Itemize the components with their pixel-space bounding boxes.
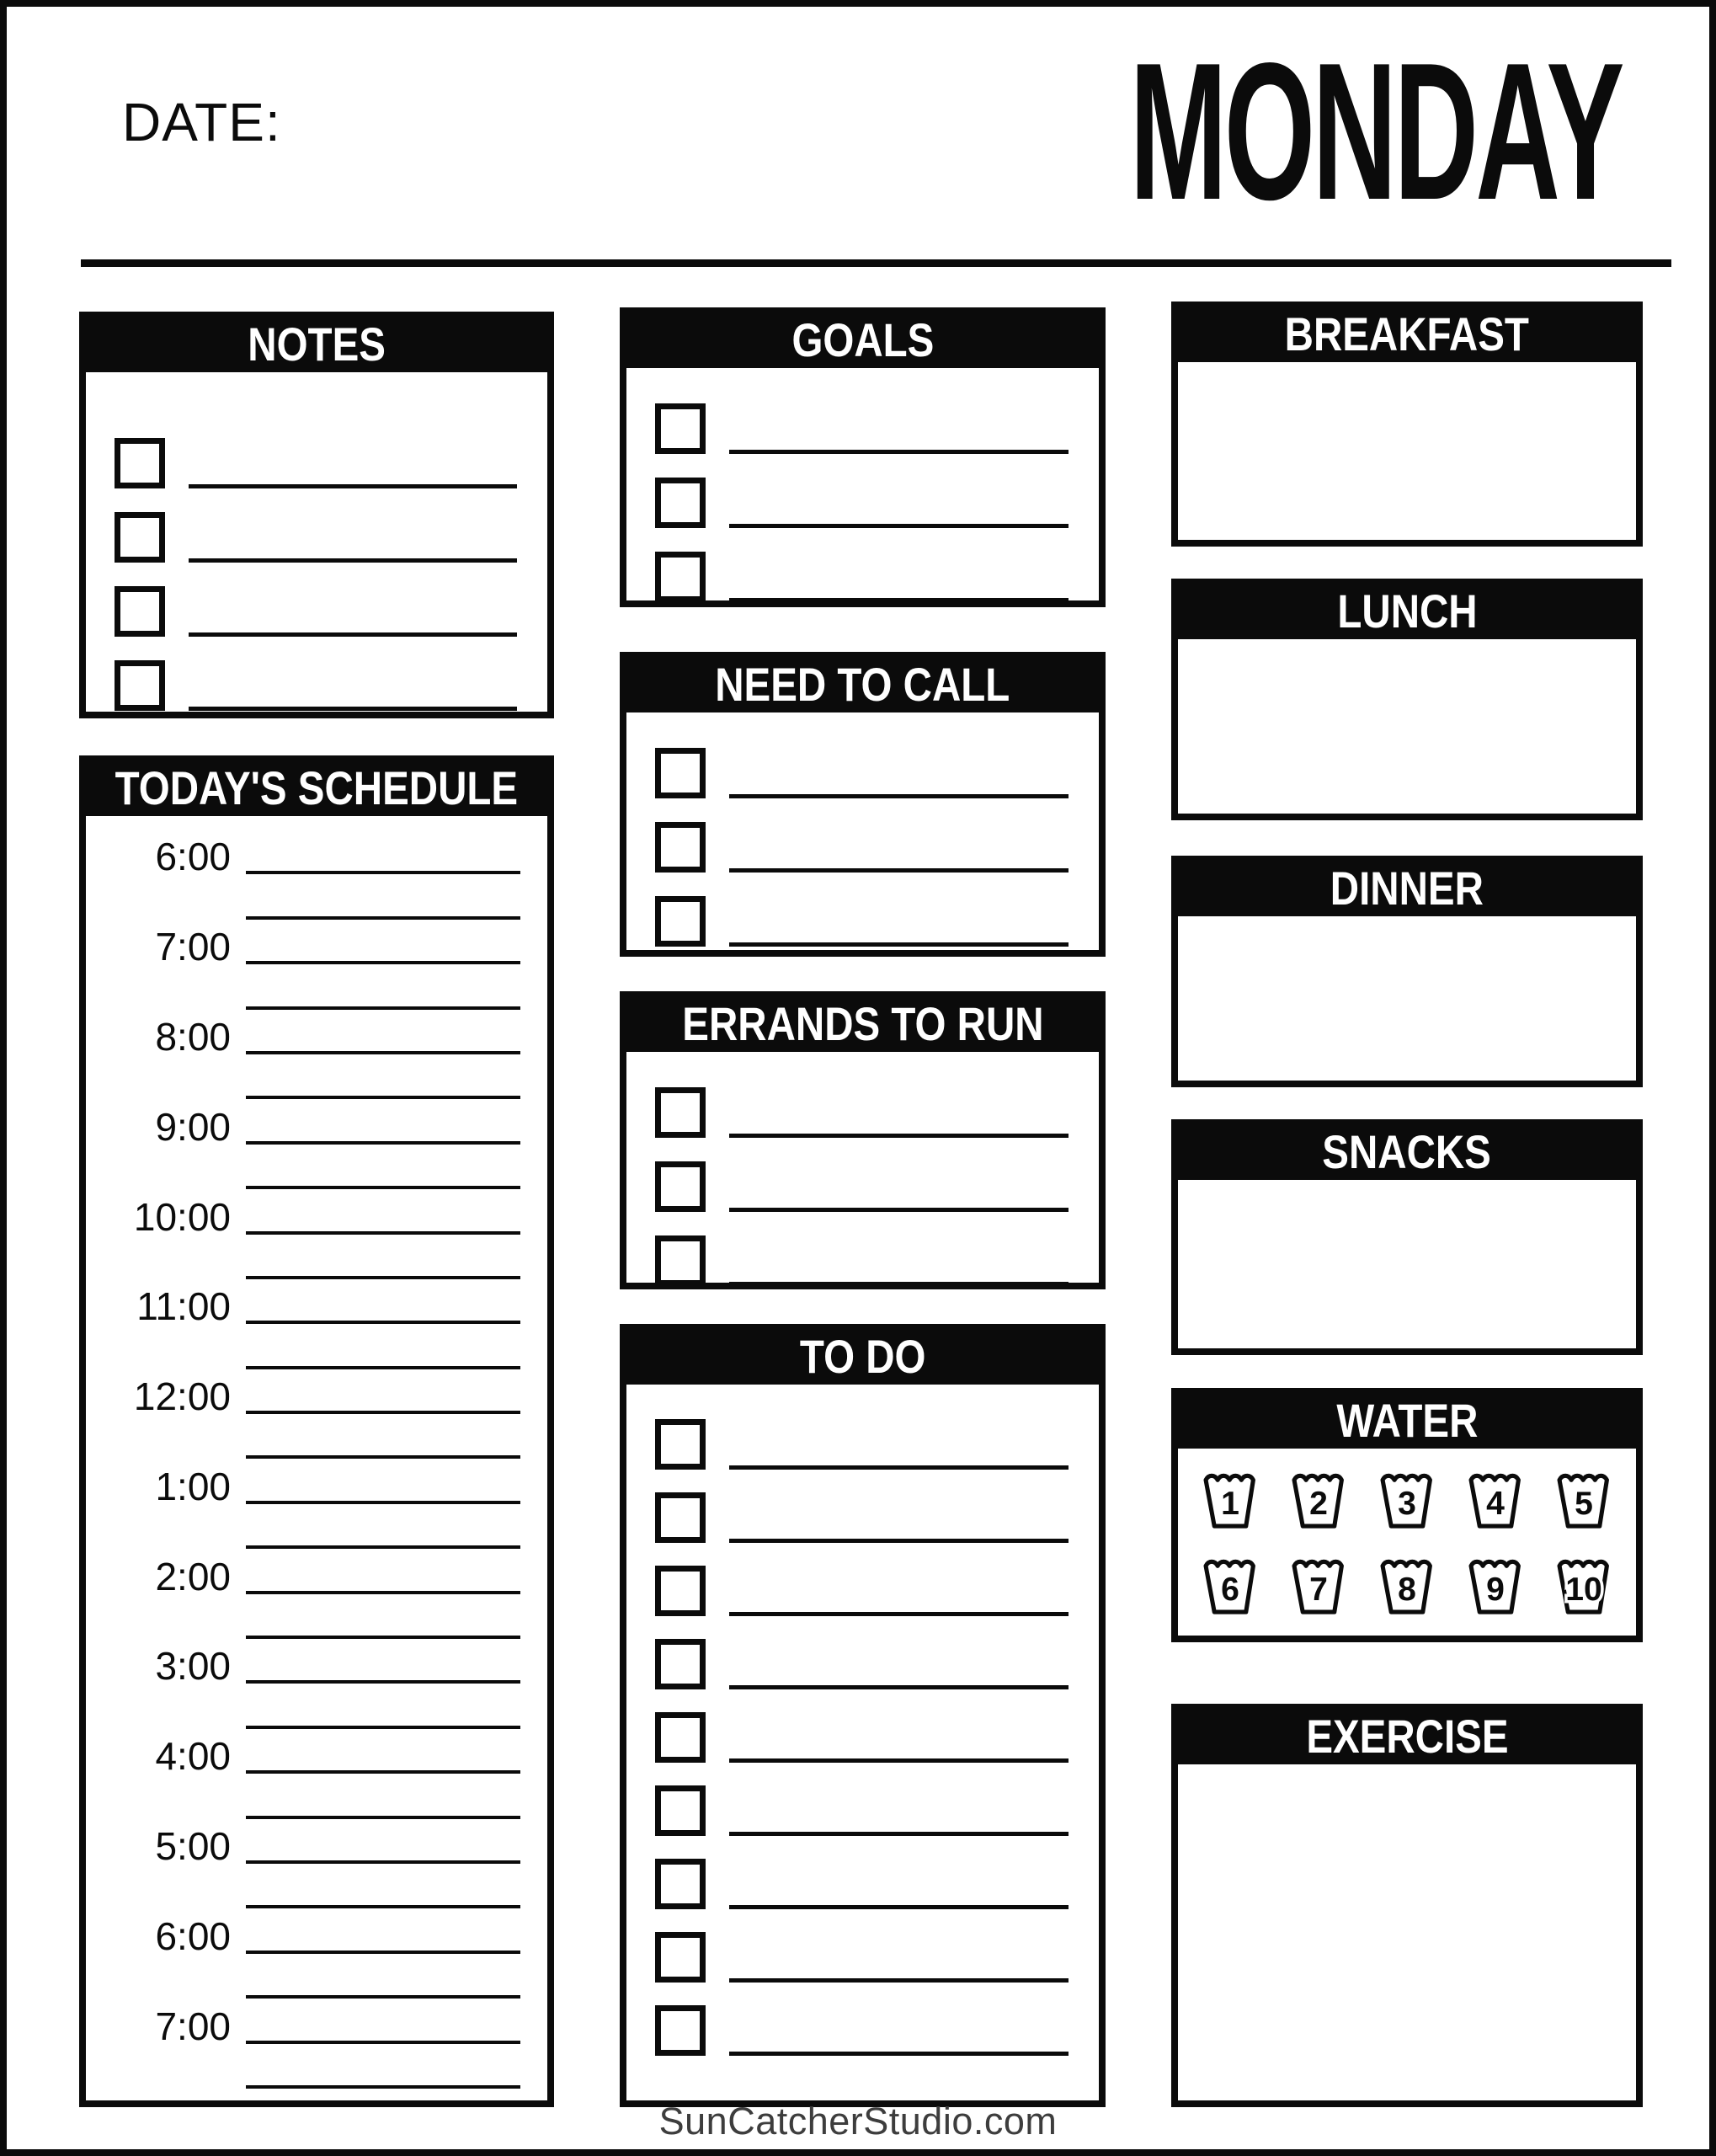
schedule-hour-row xyxy=(106,1639,527,1689)
checklist-row xyxy=(655,1138,1074,1212)
schedule-hour-row xyxy=(106,1459,527,1508)
snacks-section xyxy=(1171,1119,1643,1355)
water-cup[interactable] xyxy=(1553,1464,1614,1534)
checklist-row xyxy=(115,563,522,637)
header-divider xyxy=(81,259,1671,267)
water-cup-number: 8 xyxy=(1398,1572,1416,1608)
dinner-header xyxy=(1178,862,1636,916)
checkbox[interactable] xyxy=(655,1235,706,1286)
todo-section xyxy=(620,1324,1106,2107)
checkbox[interactable] xyxy=(115,660,165,711)
need-to-call-title: NEED TO CALL xyxy=(715,658,1010,712)
planner-columns xyxy=(79,302,1643,2107)
checklist-row xyxy=(655,724,1074,798)
checkbox[interactable] xyxy=(655,748,706,798)
need-to-call-section xyxy=(620,652,1106,957)
water-cup-row xyxy=(1200,1464,1614,1534)
checklist-row xyxy=(655,454,1074,528)
schedule-section xyxy=(79,755,554,2107)
breakfast-title: BREAKFAST xyxy=(1284,307,1530,361)
writing-line[interactable] xyxy=(729,598,1069,602)
exercise-writing-area[interactable] xyxy=(1178,1764,1636,2100)
exercise-header xyxy=(1178,1710,1636,1764)
schedule-header xyxy=(86,762,547,816)
checkbox[interactable] xyxy=(655,1161,706,1212)
checkbox[interactable] xyxy=(655,478,706,528)
writing-line[interactable] xyxy=(189,707,517,711)
water-cup[interactable] xyxy=(1200,1550,1260,1620)
water-cup[interactable] xyxy=(1377,1550,1437,1620)
checkbox[interactable] xyxy=(655,1566,706,1616)
schedule-half-hour-row xyxy=(106,1054,527,1099)
water-cup[interactable] xyxy=(1377,1464,1437,1534)
snacks-writing-area[interactable] xyxy=(1178,1180,1636,1348)
schedule-hour-row xyxy=(106,1010,527,1059)
water-cup[interactable] xyxy=(1465,1550,1526,1620)
checkbox[interactable] xyxy=(655,1087,706,1138)
schedule-time-label: 2:00 xyxy=(155,1554,231,1598)
schedule-half-hour-row xyxy=(106,2044,527,2089)
schedule-time-label: 12:00 xyxy=(133,1374,231,1419)
water-cup-number: 7 xyxy=(1309,1572,1328,1608)
schedule-half-hour-row xyxy=(106,1594,527,1639)
errands-title: ERRANDS TO RUN xyxy=(681,997,1044,1051)
checkbox[interactable] xyxy=(655,1419,706,1470)
goals-header xyxy=(626,314,1099,368)
right-column xyxy=(1171,302,1643,2107)
water-cup-number: 3 xyxy=(1398,1486,1416,1522)
dinner-section xyxy=(1171,856,1643,1087)
lunch-section xyxy=(1171,579,1643,820)
schedule-half-hour-row xyxy=(106,1145,527,1189)
schedule-hour-row xyxy=(106,1099,527,1149)
need-to-call-header xyxy=(626,659,1099,712)
checkbox[interactable] xyxy=(655,896,706,947)
exercise-title: EXERCISE xyxy=(1305,1710,1509,1764)
water-cup[interactable] xyxy=(1288,1550,1349,1620)
notes-body xyxy=(86,372,547,712)
checklist-row xyxy=(655,380,1074,454)
checkbox[interactable] xyxy=(655,552,706,602)
schedule-time-label: 5:00 xyxy=(155,1823,231,1868)
schedule-hour-row xyxy=(106,1549,527,1598)
exercise-section xyxy=(1171,1704,1643,2107)
checkbox[interactable] xyxy=(655,403,706,454)
checklist-row xyxy=(655,1396,1074,1470)
errands-header xyxy=(626,998,1099,1052)
schedule-time-label: 3:00 xyxy=(155,1644,231,1689)
schedule-time-label: 8:00 xyxy=(155,1014,231,1059)
checklist-row xyxy=(655,1064,1074,1138)
day-title: MONDAY xyxy=(1129,23,1622,241)
schedule-half-hour-row xyxy=(106,1504,527,1549)
water-cup-number: 6 xyxy=(1221,1572,1239,1608)
water-cup[interactable] xyxy=(1465,1464,1526,1534)
schedule-time-label: 7:00 xyxy=(155,925,231,969)
breakfast-header xyxy=(1178,308,1636,362)
schedule-half-hour-row xyxy=(106,1864,527,1908)
breakfast-section xyxy=(1171,302,1643,547)
schedule-half-hour-row xyxy=(106,1684,527,1728)
dinner-writing-area[interactable] xyxy=(1178,916,1636,1081)
water-cup-number: 10 xyxy=(1565,1572,1602,1608)
notes-section xyxy=(79,312,554,718)
date-label: DATE: xyxy=(122,92,281,152)
checklist-row xyxy=(115,414,522,488)
water-section xyxy=(1171,1388,1643,1642)
checkbox[interactable] xyxy=(115,586,165,637)
water-header xyxy=(1178,1395,1636,1449)
schedule-half-hour-row xyxy=(106,874,527,919)
schedule-time-label: 6:00 xyxy=(155,1913,231,1958)
checkbox[interactable] xyxy=(655,1785,706,1836)
water-cup[interactable] xyxy=(1288,1464,1349,1534)
lunch-title: LUNCH xyxy=(1336,584,1478,638)
errands-body xyxy=(626,1052,1099,1286)
water-cup[interactable] xyxy=(1200,1464,1260,1534)
schedule-time-label: 9:00 xyxy=(155,1104,231,1149)
checklist-row xyxy=(655,1909,1074,1983)
water-cup-number: 1 xyxy=(1221,1486,1239,1522)
schedule-hour-row xyxy=(106,1279,527,1329)
checkbox[interactable] xyxy=(655,822,706,873)
schedule-hour-row xyxy=(106,1369,527,1419)
writing-line[interactable] xyxy=(729,942,1069,947)
schedule-half-hour-row xyxy=(106,964,527,1009)
goals-title: GOALS xyxy=(791,313,934,367)
checklist-row xyxy=(115,488,522,563)
notes-title: NOTES xyxy=(248,318,386,371)
lunch-writing-area[interactable] xyxy=(1178,639,1636,814)
schedule-half-hour-row xyxy=(106,1414,527,1459)
notes-header xyxy=(86,318,547,372)
breakfast-writing-area[interactable] xyxy=(1178,362,1636,540)
schedule-hour-row xyxy=(106,920,527,969)
schedule-hour-row xyxy=(106,1999,527,2048)
checklist-row xyxy=(655,1543,1074,1616)
goals-section xyxy=(620,307,1106,607)
checkbox[interactable] xyxy=(655,1859,706,1909)
schedule-half-hour-row xyxy=(106,1774,527,1818)
water-cup-row xyxy=(1200,1550,1614,1620)
checkbox[interactable] xyxy=(655,2005,706,2056)
checkbox[interactable] xyxy=(115,512,165,563)
schedule-half-hour-row xyxy=(106,1954,527,1999)
checklist-row xyxy=(655,1983,1074,2056)
schedule-title: TODAY'S SCHEDULE xyxy=(115,761,519,815)
checkbox[interactable] xyxy=(115,438,165,488)
schedule-hour-row xyxy=(106,1819,527,1868)
checklist-row xyxy=(655,1836,1074,1909)
checklist-row xyxy=(115,637,522,711)
schedule-hour-row xyxy=(106,1908,527,1958)
water-cup-number: 5 xyxy=(1575,1486,1593,1522)
schedule-hour-row xyxy=(106,1729,527,1779)
water-cups xyxy=(1178,1449,1636,1636)
checklist-row xyxy=(655,1689,1074,1763)
writing-line[interactable] xyxy=(729,2052,1069,2056)
checkbox[interactable] xyxy=(655,1932,706,1983)
schedule-time-label: 6:00 xyxy=(155,835,231,879)
todo-body xyxy=(626,1385,1099,2100)
todo-title: TO DO xyxy=(799,1330,926,1384)
errands-section xyxy=(620,991,1106,1289)
checklist-row xyxy=(655,1470,1074,1543)
footer-credit: SunCatcherStudio.com xyxy=(658,2100,1058,2143)
goals-body xyxy=(626,368,1099,602)
schedule-hour-row xyxy=(106,830,527,879)
dinner-title: DINNER xyxy=(1330,862,1484,915)
water-cup-number: 2 xyxy=(1309,1486,1328,1522)
snacks-title: SNACKS xyxy=(1322,1125,1492,1179)
schedule-half-hour-row xyxy=(106,1324,527,1369)
checkbox[interactable] xyxy=(655,1639,706,1689)
schedule-writing-line[interactable] xyxy=(246,2085,520,2089)
schedule-time-label: 1:00 xyxy=(155,1464,231,1508)
checklist-row xyxy=(655,798,1074,873)
checkbox[interactable] xyxy=(655,1492,706,1543)
schedule-time-label: 7:00 xyxy=(155,2004,231,2048)
middle-column xyxy=(620,302,1106,2107)
checklist-row xyxy=(655,1616,1074,1689)
left-column xyxy=(79,302,554,2107)
schedule-half-hour-row xyxy=(106,1235,527,1279)
checklist-row xyxy=(655,1212,1074,1286)
need-to-call-body xyxy=(626,712,1099,950)
checkbox[interactable] xyxy=(655,1712,706,1763)
schedule-time-label: 11:00 xyxy=(136,1284,231,1329)
schedule-time-label: 4:00 xyxy=(155,1734,231,1779)
snacks-header xyxy=(1178,1126,1636,1180)
water-cup-number: 9 xyxy=(1486,1572,1505,1608)
writing-line[interactable] xyxy=(729,1282,1069,1286)
checklist-row xyxy=(655,528,1074,602)
water-cup[interactable] xyxy=(1553,1550,1614,1620)
schedule-time-label: 10:00 xyxy=(133,1194,231,1239)
water-title: WATER xyxy=(1335,1394,1479,1448)
checklist-row xyxy=(655,873,1074,947)
checklist-row xyxy=(655,1763,1074,1836)
schedule-body xyxy=(86,816,547,2100)
lunch-header xyxy=(1178,585,1636,639)
water-cup-number: 4 xyxy=(1486,1486,1505,1522)
todo-header xyxy=(626,1331,1099,1385)
schedule-hour-row xyxy=(106,1189,527,1239)
